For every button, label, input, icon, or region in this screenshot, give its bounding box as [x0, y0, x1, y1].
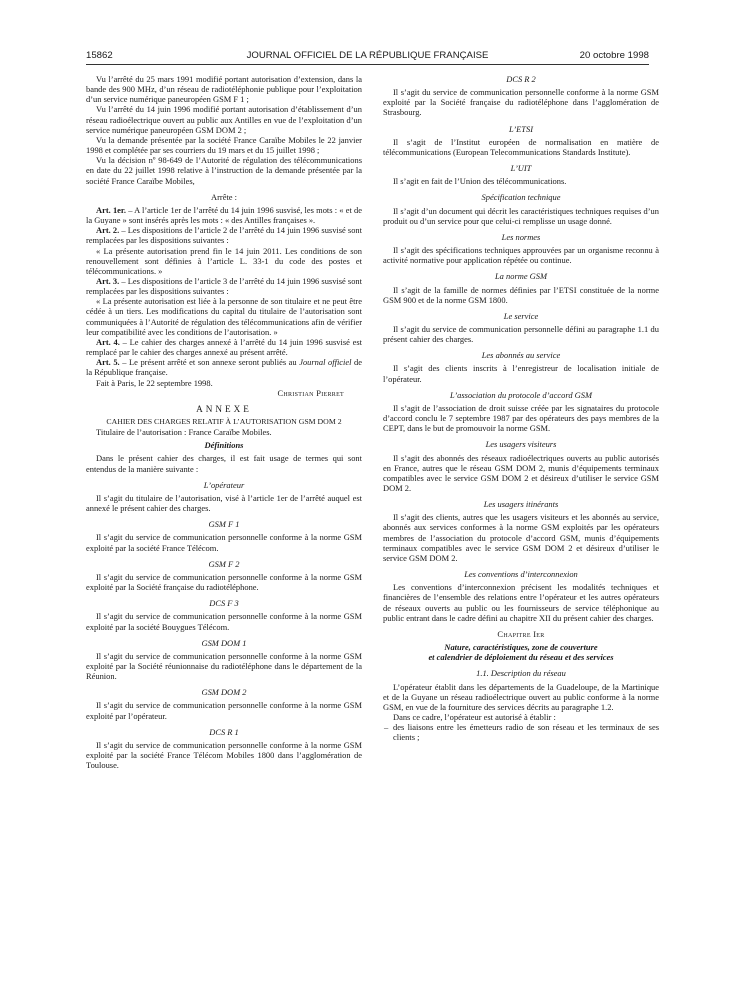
- article-text: – Les dispositions de l’article 2 de l’arrêté du 14 juin 1996 susvisé sont remplacées par les dispositions suivantes :: [86, 225, 362, 246]
- chapter-title-line1: Nature, caractéristiques, zone de couverture: [444, 642, 598, 653]
- term-heading: La norme GSM: [494, 271, 548, 282]
- term-heading: GSM F 1: [208, 519, 240, 530]
- term-heading: GSM DOM 2: [201, 687, 247, 698]
- term-definition: Il s’agit du service de communication personnelle conforme à la norme GSM exploité par la Société réunionnaise du radiotéléphone dans le département de la Réunion.: [86, 650, 362, 682]
- term-definition: Il s’agit du service de communication personnelle conforme à la norme GSM exploité par la société France Télécom Mobiles 1800 dans l’agglomération de Toulouse.: [86, 739, 362, 771]
- term-definition: Il s’agit d’un document qui décrit les caractéristiques techniques requises d’un produit ou d’un service pour que celui-ci remplisse un usage donné.: [383, 205, 659, 226]
- journal-title: JOURNAL OFFICIEL DE LA RÉPUBLIQUE FRANÇAISE: [246, 50, 489, 61]
- term-heading: DCS R 2: [506, 74, 536, 84]
- visa-paragraph: Vu la demande présentée par la société France Caraïbe Mobiles le 22 janvier 1998 et complétée par ses courriers du 19 mars et du 15 juillet 1998 ;: [86, 134, 362, 156]
- article-label: Art. 4.: [96, 336, 120, 347]
- definitions-heading: Définitions: [204, 440, 244, 451]
- term-heading: DCS F 3: [209, 598, 239, 609]
- term-heading: L’ETSI: [508, 123, 534, 134]
- right-column: [383, 74, 659, 742]
- term-heading: Les normes: [501, 231, 541, 242]
- titulaire: Titulaire de l’autorisation : France Caraïbe Mobiles.: [96, 427, 272, 438]
- term-definition: Il s’agit du service de communication personnelle conforme à la norme GSM exploité par la société Bouygues Télécom.: [86, 611, 362, 632]
- cahier-title: CAHIER DES CHARGES RELATIF À L’AUTORISATION GSM DOM 2: [106, 417, 342, 426]
- term-definition: Il s’agit du service de communication personnelle défini au paragraphe 1.1 du présent cahier des charges.: [383, 323, 659, 345]
- term-definition: Les conventions d’interconnexion précisent les modalités techniques et financières de l’ensemble des relations entre l’opérateur et les autres opérateurs de réseaux ouverts au public ou les fournisseurs de service téléphonique au public entrant dans le cadre défini au chapitre XII du présent cahier des charges.: [383, 582, 659, 623]
- term-definition: Il s’agit des clients inscrits à l’enregistreur de localisation initiale de l’opérateur.: [383, 363, 659, 384]
- publication-date: 20 octobre 1998: [579, 50, 649, 61]
- article-text: de la République française.: [86, 357, 362, 378]
- article-4: [86, 337, 362, 357]
- chapter-number: Chapitre Ier: [497, 628, 545, 639]
- term-heading: DCS R 1: [209, 726, 239, 737]
- term-heading: L’UIT: [510, 163, 532, 174]
- article-text: – A l’article 1er de l’arrêté du 14 juin 1996 susvisé, les mots : « et de la Guyane » sont insérés après les mots : « des Antilles françaises ».: [86, 204, 362, 226]
- visa-paragraph: Vu l’arrêté du 25 mars 1991 modifié portant autorisation d’extension, dans la bande des 900 MHz, d’un réseau de radiotéléphonie publique pour l’exploitation d’un service numérique paneuropéen GSM F 1 ;: [86, 74, 362, 105]
- signature: Christian Pierret: [277, 387, 344, 398]
- term-definition: Il s’agit en fait de l’Union des télécommunications.: [393, 176, 567, 187]
- article-text: – Les dispositions de l’article 3 de l’arrêté du 14 juin 1996 susvisé sont remplacées par les dispositions suivantes :: [86, 275, 362, 297]
- article-2: [86, 225, 362, 245]
- term-heading: Les abonnés au service: [481, 350, 561, 361]
- article-text: – Le cahier des charges annexé à l’arrêté du 14 juin 1996 susvisé est remplacé par le cahier des charges annexé au présent arrêté.: [86, 336, 362, 358]
- term-definition: Il s’agit des clients, autres que les usagers visiteurs et les abonnés au service, abonnés aux services conformes à la norme GSM exploités par les opérateurs membres de l’association du protocole d’accord GSM, munis d’équipements terminaux compatibles avec le service GSM DOM 2 et désireux d’utiliser le service GSM DOM 2.: [383, 512, 659, 563]
- term-definition: Il s’agit des spécifications techniques approuvées par un organisme reconnu à activité normative pour application répétée ou continue.: [383, 245, 659, 266]
- article-3: [86, 276, 362, 296]
- term-definition: Il s’agit du service de communication personnelle conforme à la norme GSM exploité par la Société française du radiotéléphone.: [86, 571, 362, 593]
- term-definition: Il s’agit de l’association de droit suisse créée par les signataires du protocole d’accord conclu le 7 septembre 1987 par des opérateurs des pays membres de la CEPT, dans le but de promouvoir la norme GSM.: [383, 402, 659, 434]
- arrete-heading: Arrête :: [210, 191, 237, 202]
- article-label: Art. 2.: [96, 225, 120, 236]
- article-label: Art. 1er.: [96, 204, 127, 215]
- term-definition: Il s’agit des abonnés des réseaux radioélectriques ouverts au public autorisés en France, autres que le réseau GSM DOM 2, munis d’équipements terminaux compatibles avec le service GSM DOM 2 et désireux d’utiliser le service GSM DOM 2.: [383, 452, 659, 493]
- term-heading: GSM F 2: [208, 558, 240, 569]
- section-paragraph: Dans ce cadre, l’opérateur est autorisé à établir :: [393, 711, 556, 722]
- term-heading: Le service: [503, 310, 539, 321]
- left-column: [86, 74, 362, 770]
- term-definition: Il s’agit du service de communication personnelle conforme à la norme GSM exploité par la Société française du radiotéléphone dans l’agglomération de Strasbourg.: [383, 87, 659, 118]
- article-1: [86, 205, 362, 225]
- section-heading: 1.1. Description du réseau: [476, 668, 566, 679]
- term-heading: Les conventions d’interconnexion: [464, 569, 578, 580]
- article-quote: « La présente autorisation est liée à la personne de son titulaire et ne peut être cédée à un tiers. Les modifications du capital du titulaire de l’autorisation sont communiquées à l’Autorité de régulation des télécommunications afin de vérifier leur compatibilité avec les conditions de l’autorisation. »: [86, 296, 362, 337]
- page-header: [86, 50, 649, 64]
- journal-reference: Journal officiel: [299, 357, 352, 368]
- term-definition: Il s’agit de la famille de normes définies par l’ETSI constituée de la norme GSM 900 et de la norme GSM 1800.: [383, 284, 659, 305]
- term-definition: Il s’agit de l’Institut européen de normalisation en matière de télécommunications (European Telecommunications Standards Institute).: [383, 136, 659, 157]
- term-heading: Les usagers visiteurs: [485, 439, 557, 450]
- term-heading: Spécification technique: [481, 192, 561, 203]
- term-heading: L’association du protocole d’accord GSM: [449, 389, 592, 400]
- list-item: – des liaisons entre les émetteurs radio de son réseau et les terminaux de ses clients ;: [383, 722, 659, 742]
- article-5: [86, 357, 362, 377]
- page-number: 15862: [86, 50, 113, 61]
- chapter-title-line2: et calendrier de déploiement du réseau et des services: [428, 652, 614, 663]
- term-heading: GSM DOM 1: [201, 637, 247, 648]
- term-heading: L’opérateur: [203, 479, 245, 490]
- article-label: Art. 3.: [96, 275, 120, 286]
- annexe-heading: ANNEXE: [196, 403, 252, 414]
- fait-a-paris: Fait à Paris, le 22 septembre 1998.: [96, 377, 213, 388]
- section-paragraph: L’opérateur établit dans les départements de la Guadeloupe, de la Martinique et de la Guyane un réseau radioélectrique ouvert au public conforme à la norme GSM, en vue de la fourniture des services décrits au paragraphe 1.2.: [383, 681, 659, 712]
- visa-paragraph: Vu l’arrêté du 14 juin 1996 modifié portant autorisation d’établissement d’un réseau radioélectrique ouvert au public aux Antilles en vue de l’exploitation d’un service numérique paneuropéen GSM DOM 2 ;: [86, 104, 362, 135]
- article-quote: « La présente autorisation prend fin le 14 juin 2011. Les conditions de son renouvellement sont définies à l’article L. 33-1 du code des postes et télécommunications. »: [86, 245, 362, 276]
- term-definition: Il s’agit du service de communication personnelle conforme à la norme GSM exploité par l’opérateur.: [86, 700, 362, 721]
- header-divider: [86, 64, 649, 65]
- definitions-intro: Dans le présent cahier des charges, il est fait usage de termes qui sont entendus de la manière suivante :: [86, 453, 362, 474]
- term-definition: Il s’agit du service de communication personnelle conforme à la norme GSM exploité par la société France Télécom.: [86, 532, 362, 553]
- term-heading: Les usagers itinérants: [483, 499, 559, 510]
- article-text: – Le présent arrêté et son annexe seront publiés au: [119, 357, 300, 368]
- article-label: Art. 5.: [96, 357, 120, 368]
- visa-paragraph: Vu la décision nº 98-649 de l’Autorité de régulation des télécommunications en date du 22 juillet 1998 relative à l’instruction de la demande présentée par la société France Caraïbe Mobiles,: [86, 155, 362, 186]
- term-definition: Il s’agit du titulaire de l’autorisation, visé à l’article 1er de l’arrêté auquel est annexé le présent cahier des charges.: [86, 492, 362, 514]
